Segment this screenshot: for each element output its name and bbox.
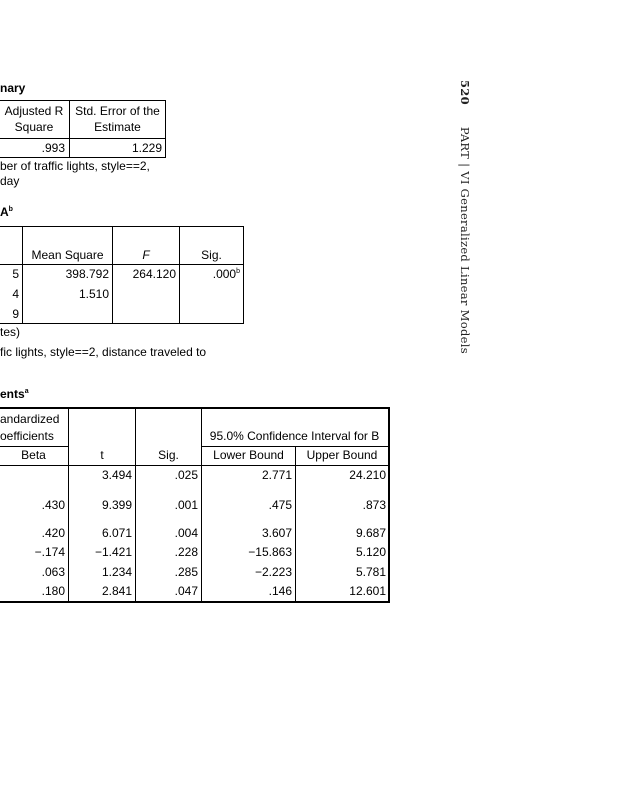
coef-lower: .146	[268, 584, 292, 598]
anova-title: $A^b$	[0, 205, 13, 219]
coef-sig: .025	[174, 468, 198, 482]
model-summary-note-2: day	[0, 174, 20, 188]
coef-beta: .180	[41, 584, 65, 598]
anova-sig: .000$^b$	[212, 267, 240, 281]
coef-sig: .001	[174, 498, 198, 512]
coef-lower: .475	[268, 498, 292, 512]
header-square: Square	[14, 120, 54, 134]
coef-upper: .873	[362, 498, 386, 512]
anova-df: 4	[12, 287, 19, 301]
header-estimate: Estimate	[94, 120, 141, 134]
header-coefficients: oefficients	[0, 429, 54, 443]
coef-upper: 9.687	[355, 526, 386, 540]
coef-sig: .004	[174, 526, 198, 540]
coef-sig: .285	[174, 565, 198, 579]
coefficients-title: ents$^a$	[0, 387, 29, 401]
anova-mean-square: 1.510	[78, 287, 109, 301]
coefficients-table	[0, 407, 390, 603]
model-summary-note-1: ber of traffic lights, style==2,	[0, 159, 150, 173]
header-upper-bound: Upper Bound	[306, 448, 378, 462]
header-standardized: andardized	[0, 412, 60, 426]
running-header-text: PART | VI Generalized Linear Models	[458, 126, 472, 354]
running-header	[458, 80, 472, 354]
header-confidence-interval: 95.0% Confidence Interval for B	[209, 429, 380, 443]
coef-lower: −15.863	[248, 545, 292, 559]
std-error-value: 1.229	[131, 141, 162, 155]
coef-t: 3.494	[101, 468, 132, 482]
model-summary-title: nary	[0, 81, 26, 95]
coef-lower: −2.223	[254, 565, 292, 579]
anova-mean-square: 398.792	[65, 267, 109, 281]
anova-f-value: 264.120	[132, 267, 176, 281]
anova-note-2: fic lights, style==2, distance traveled to	[0, 345, 207, 359]
header-sig: Sig.	[201, 248, 222, 262]
coef-t: 9.399	[101, 498, 132, 512]
adjusted-r-square-value: .993	[41, 141, 65, 155]
coef-lower: 2.771	[261, 468, 292, 482]
header-sig: Sig.	[158, 448, 179, 462]
coef-t: 2.841	[101, 584, 132, 598]
coef-beta: .420	[41, 526, 65, 540]
anova-df: 5	[12, 267, 19, 281]
anova-df: 9	[12, 307, 19, 321]
header-lower-bound: Lower Bound	[213, 448, 284, 462]
coef-t: 1.234	[101, 565, 132, 579]
coef-beta: .063	[41, 565, 65, 579]
header-t: t	[100, 448, 104, 462]
header-adjusted-r: Adjusted R	[4, 104, 64, 118]
header-mean-square: Mean Square	[31, 248, 104, 262]
coef-beta: .430	[41, 498, 65, 512]
model-summary-table	[0, 100, 166, 158]
page-number: 520	[458, 80, 472, 105]
header-beta: Beta	[21, 448, 46, 462]
anova-note-1: tes)	[0, 325, 21, 339]
coef-t: −1.421	[94, 545, 132, 559]
anova-table	[0, 226, 244, 324]
coef-beta: −.174	[34, 545, 65, 559]
coef-sig: .047	[174, 584, 198, 598]
coef-upper: 12.601	[349, 584, 386, 598]
coef-upper: 24.210	[349, 468, 386, 482]
coef-sig: .228	[174, 545, 198, 559]
coef-upper: 5.781	[355, 565, 386, 579]
coef-upper: 5.120	[355, 545, 386, 559]
coef-t: 6.071	[101, 526, 132, 540]
coef-lower: 3.607	[261, 526, 292, 540]
header-std-error: Std. Error of the	[75, 104, 160, 118]
header-f: F	[142, 248, 150, 262]
